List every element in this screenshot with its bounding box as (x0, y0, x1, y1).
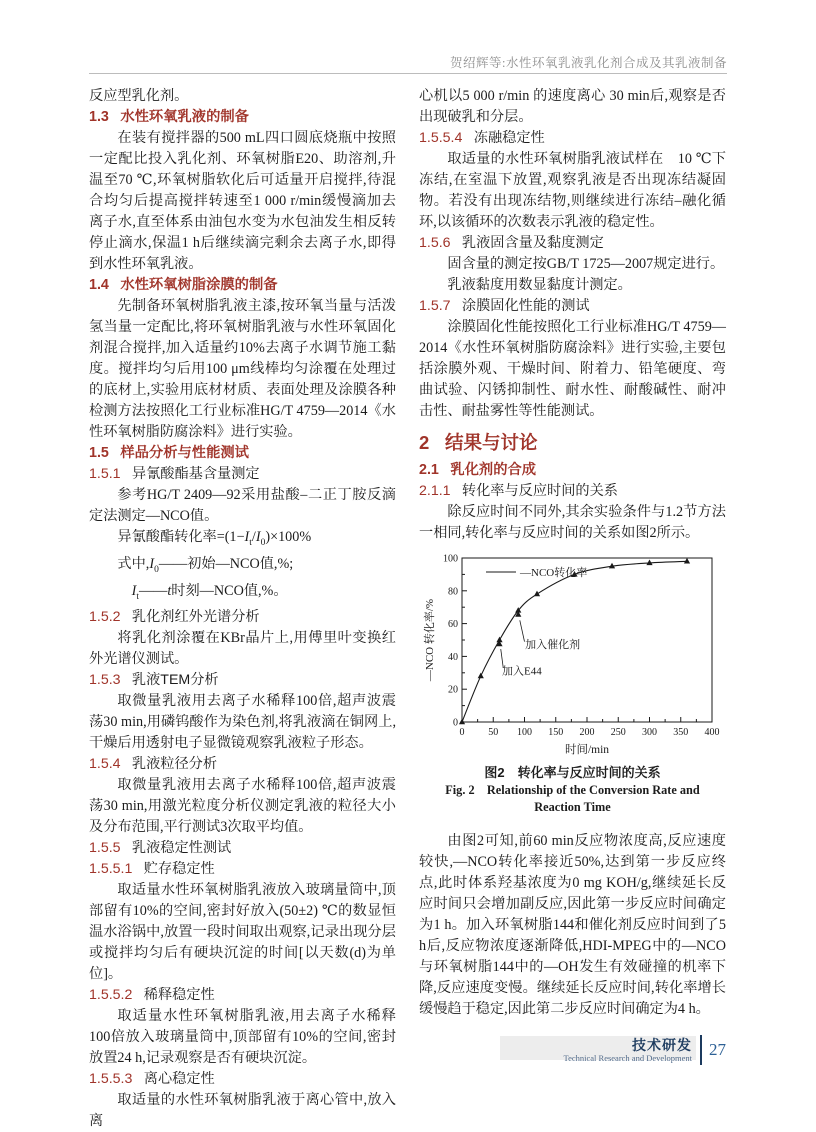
formula-where-1 (117, 554, 396, 581)
svg-text:0: 0 (459, 727, 464, 738)
section-heading-1-3 (89, 107, 396, 128)
paragraph-solid-content: 固含量的测定按GB/T 1725—2007规定进行。 (447, 256, 725, 272)
section-heading-1-5 (89, 443, 396, 464)
section-heading-1-5-5-2 (89, 985, 396, 1006)
section-number: 1.5.3 (89, 672, 121, 689)
formula-sub: 0 (260, 537, 266, 548)
paragraph-curing-tests: 涂膜固化性能按照化工行业标准HG/T 4759—2014《水性环氧树脂防腐涂料》进行实验,主要包括涂膜外观、干燥时间、附着力、铅笔硬度、弯曲试验、闪锈抑制性、耐水性、耐酸碱性、耐冲击性、耐盐雾性等性能测试。 (419, 319, 726, 419)
section-number: 1.5 (89, 445, 109, 461)
svg-text:60: 60 (447, 619, 458, 631)
section-heading-1-4 (89, 275, 396, 296)
section-heading-1-5-1 (89, 464, 396, 485)
paragraph-discussion: 由图2可知,前60 min反应物浓度高,反应速度较快,—NCO转化率接近50%,达到第一步反应终点,此时体系羟基浓度为0 mg KOH/g,继续延长反应时间只会增加副反应,因此第一步反应时间确定为1 h。加入环氧树脂144和催化剂反应时间到了5 h后,反应物浓度逐渐降低,HDI-MPEG中的—NCO与环氧树脂144中的—OH发生有效碰撞的机率下降,反应速度变慢。继续延长反应时间,转化率增长缓慢趋于稳定,因此第二步反应时间确定为4 h。 (419, 833, 726, 1017)
section-number: 1.5.2 (89, 609, 121, 626)
svg-text:40: 40 (447, 651, 458, 663)
section-number: 1.5.5.4 (419, 130, 463, 146)
formula-var: I (244, 529, 250, 545)
svg-text:加入催化剂: 加入催化剂 (524, 639, 580, 652)
section-title: 乳液稳定性测试 (131, 840, 232, 857)
paragraph-particle-size: 取微量乳液用去离子水稀释100倍,超声波震荡30 min,用激光粒度分析仪测定乳液的粒径大小及分布范围,平行测试3次取平均值。 (89, 777, 396, 836)
section-title: 冻融稳定性 (473, 130, 545, 146)
section-title: 水性环氧树脂涂膜的制备 (120, 277, 278, 293)
where-text: —— (138, 582, 168, 599)
section-number: 1.5.5.3 (89, 1071, 133, 1088)
paragraph-emulsion-prep: 在装有搅拌器的500 mL四口圆底烧瓶中按照一定配比投入乳化剂、环氧树脂E20、助溶剂,升温至70 ℃,环氧树脂软化后可适量开启搅拌,待混合均匀后提高搅拌转速至1 000 r/min缓慢滴加去离子水,直至体系由油包水变为水包油发生相反转停止滴水,保温1 h后继续滴完剩余去离子水,即得到水性环氧乳液。 (89, 130, 396, 272)
figure2-chart (419, 548, 726, 760)
footer-section-zh: 技术研发 (632, 1036, 692, 1053)
where-text: 式中, (117, 555, 150, 572)
where-text: ——初始—NCO值,%; (158, 555, 294, 572)
section-title: 贮存稳定性 (143, 861, 215, 878)
section-title: 离心稳定性 (143, 1071, 215, 1088)
section-title: 结果与讨论 (445, 432, 538, 453)
section-number: 1.5.1 (89, 466, 121, 482)
where-var: I (131, 582, 137, 599)
svg-text:80: 80 (447, 586, 458, 598)
section-title: 乳化剂红外光谱分析 (131, 609, 260, 626)
section-heading-1-5-6 (419, 233, 726, 254)
formula-text: )×100% (265, 529, 312, 545)
header-rule (89, 73, 727, 74)
formula-text: / (251, 529, 256, 545)
footer-section (563, 1037, 692, 1064)
paragraph-nco-method: 参考HG/T 2409—92采用盐酸–二正丁胺反滴定法测定—NCO值。 (89, 487, 396, 524)
svg-text:—NCO 转化率/%: —NCO 转化率/% (423, 598, 436, 682)
right-column (419, 86, 726, 1020)
paragraph-continued: 心机以5 000 r/min 的速度离心 30 min后,观察是否出现破乳和分层。 (419, 88, 726, 125)
where-sub: 0 (154, 564, 159, 575)
section-number: 1.5.5 (89, 840, 121, 857)
section-heading-1-5-2 (89, 607, 396, 628)
footer-page-number: 27 (709, 1040, 726, 1059)
section-heading-1-5-5-4 (419, 128, 726, 149)
paragraph-centrifuge-stability: 取适量的水性环氧树脂乳液于离心管中,放入离 (89, 1092, 396, 1130)
section-title: 样品分析与性能测试 (120, 445, 249, 461)
section-heading-1-5-7 (419, 296, 726, 317)
figure2-caption-en-line1: Fig. 2 Relationship of the Conversion Rate and (445, 783, 700, 797)
svg-text:100: 100 (442, 553, 458, 565)
section-title: 乳液TEM分析 (131, 672, 219, 689)
section-number: 2.1.1 (419, 483, 451, 499)
conversion-formula (117, 527, 396, 554)
section-number: 1.5.4 (89, 756, 121, 773)
footer (419, 1030, 726, 1070)
svg-text:加入E44: 加入E44 (501, 665, 542, 678)
footer-divider (700, 1035, 702, 1065)
svg-text:200: 200 (579, 727, 594, 738)
section-title: 异氰酸酯基含量测定 (131, 466, 260, 482)
svg-text:—NCO转化率: —NCO转化率 (519, 567, 587, 579)
section-title: 乳化剂的合成 (450, 462, 537, 478)
paragraph-ftir: 将乳化剂涂覆在KBr晶片上,用傅里叶变换红外光谱仪测试。 (89, 630, 396, 668)
svg-text:100: 100 (516, 727, 532, 738)
section-number: 1.3 (89, 109, 109, 125)
section-heading-2-1 (419, 460, 726, 481)
left-column (89, 86, 396, 1132)
svg-text:0: 0 (452, 717, 458, 729)
section-heading-1-5-5-1 (89, 859, 396, 880)
paragraph-continued: 反应型乳化剂。 (89, 88, 189, 104)
where-sub: t (136, 591, 139, 602)
paragraph-viscosity: 乳液黏度用数显黏度计测定。 (447, 277, 632, 293)
section-number: 2.1 (419, 462, 439, 478)
paragraph-intro-fig2: 除反应时间不同外,其余实验条件与1.2节方法一相同,转化率与反应时间的关系如图2所示。 (419, 504, 726, 541)
svg-text:时间/min: 时间/min (564, 744, 609, 756)
where-text: 时刻—NCO值,%。 (171, 582, 288, 599)
svg-text:350: 350 (672, 727, 688, 738)
formula-var: I (255, 529, 261, 545)
paragraph-tem: 取微量乳液用去离子水稀释100倍,超声波震荡30 min,用磷钨酸作为染色剂,将乳液滴在铜网上,干燥后用透射电子显微镜观察乳液粒子形态。 (89, 693, 396, 752)
section-heading-1-5-5-3 (89, 1069, 396, 1090)
section-heading-1-5-4 (89, 754, 396, 775)
section-heading-1-5-5 (89, 838, 396, 859)
section-title: 稀释稳定性 (143, 987, 215, 1004)
section-title: 转化率与反应时间的关系 (461, 483, 618, 499)
formula-text: 异氰酸酯转化率=(1− (117, 529, 245, 545)
section-number: 1.5.7 (419, 298, 451, 314)
section-number: 2 (419, 432, 430, 453)
figure2-caption-en-line2: Reaction Time (534, 800, 611, 814)
svg-text:400: 400 (704, 727, 719, 738)
section-heading-2-1-1 (419, 481, 726, 502)
formula-sub: t (249, 537, 252, 548)
figure2 (419, 548, 726, 816)
running-title: 贺绍辉等:水性环氧乳液乳化剂合成及其乳液制备 (450, 56, 727, 70)
section-number: 1.4 (89, 277, 109, 293)
figure2-caption-zh: 图2 转化率与反应时间的关系 (484, 765, 661, 780)
footer-section-en: Technical Research and Development (563, 1052, 692, 1063)
section-title: 乳液固含量及黏度测定 (461, 235, 604, 251)
section-title: 水性环氧乳液的制备 (120, 109, 249, 125)
paragraph-freeze-thaw: 取适量的水性环氧树脂乳液试样在 10 ℃下冻结,在室温下放置,观察乳液是否出现冻结凝固物。若没有出现冻结物,则继续进行冻结–融化循环,以该循环的次数表示乳液的稳定性。 (419, 151, 726, 230)
section-number: 1.5.5.2 (89, 987, 133, 1004)
where-var: t (167, 582, 172, 599)
svg-text:50: 50 (487, 727, 498, 738)
formula-where-2 (132, 581, 396, 608)
section-title: 涂膜固化性能的测试 (461, 298, 590, 314)
section-number: 1.5.6 (419, 235, 451, 251)
paragraph-dilution-stability: 取适量水性环氧树脂乳液,用去离子水稀释100倍放入玻璃量筒中,顶部留有10%的空间,密封放置24 h,记录观察是否有硬块沉淀。 (89, 1008, 396, 1067)
paragraph-film-prep: 先制备环氧树脂乳液主漆,按环氧当量与活泼氢当量一定配比,将环氧树脂乳液与水性环氧固化剂混合搅拌,加入适量约10%去离子水调节施工黏度。搅拌均匀后用100 μm线棒均匀涂覆在处理过的底材上,实验用底材材质、表面处理及涂膜各种检测方法按照化工行业标准HG/T 4759—2014《水性环氧树脂防腐涂料》进行实验。 (89, 298, 396, 440)
svg-text:250: 250 (610, 727, 626, 738)
section-heading-1-5-3 (89, 670, 396, 691)
paragraph-storage-stability: 取适量水性环氧树脂乳液放入玻璃量筒中,顶部留有10%的空间,密封好放入(50±2) ℃的数显恒温水浴锅中,放置一段时间取出观察,记录出现分层或搅拌均匀后有硬块沉淀的时间[以天数(d)为单位]。 (89, 882, 396, 983)
conversion-rate-chart (422, 548, 724, 760)
section-title: 乳液粒径分析 (131, 756, 218, 773)
section-number: 1.5.5.1 (89, 861, 133, 878)
section-heading-2 (419, 431, 726, 455)
svg-text:20: 20 (447, 684, 458, 696)
where-var: I (149, 555, 155, 572)
svg-text:300: 300 (641, 727, 657, 738)
svg-text:150: 150 (547, 727, 563, 738)
